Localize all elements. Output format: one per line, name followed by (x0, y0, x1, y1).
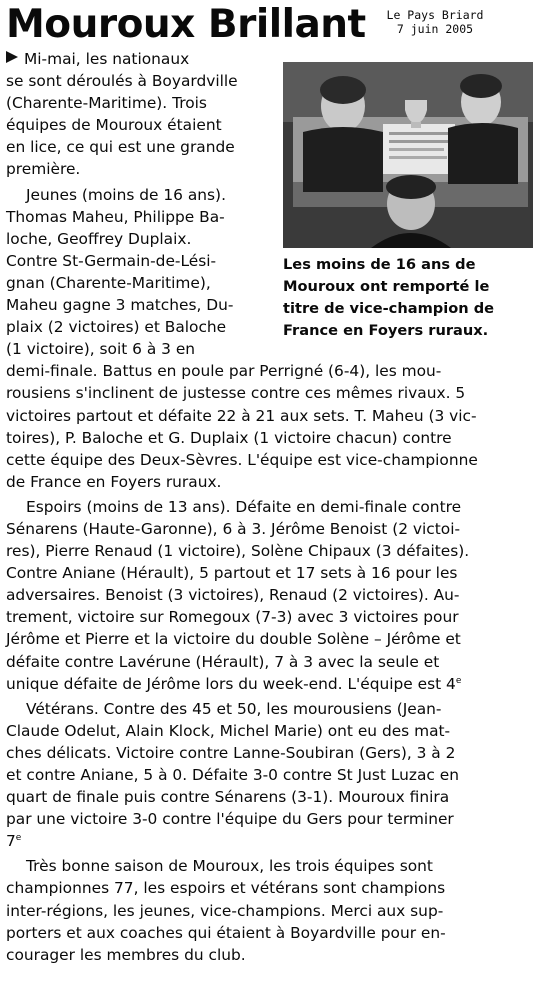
article-line: unique défaite de Jérôme lors du week-end. L'équipe est 4e (6, 674, 462, 693)
article-line: Très bonne saison de Mouroux, les trois équipes sont (26, 857, 433, 876)
article-line: en lice, ce qui est une grande (6, 138, 235, 157)
article-line: quart de finale puis contre Sénarens (3-1). Mouroux finira (6, 788, 450, 807)
article-line: équipes de Mouroux étaient (6, 116, 222, 135)
article-line: première. (6, 160, 81, 179)
article-title: Mouroux Brillant (6, 2, 366, 47)
article-line: cette équipe des Deux-Sèvres. L'équipe est vice-championne (6, 450, 478, 469)
article-line: par une victoire 3-0 contre l'équipe du Gers pour terminer (6, 810, 454, 829)
article-line: courager les membres du club. (6, 945, 246, 964)
article-line: Maheu gagne 3 matches, Du- (6, 296, 234, 315)
article-line: ches délicats. Victoire contre Lanne-Soubiran (Gers), 3 à 2 (6, 743, 456, 762)
caption-line: Les moins de 16 ans de (283, 256, 476, 273)
article-line: (Charente-Maritime). Trois (6, 94, 207, 113)
article-line: res), Pierre Renaud (1 victoire), Solène Chipaux (3 défaites). (6, 542, 470, 561)
article-line: loche, Geoffrey Duplaix. (6, 229, 192, 248)
article-line: Contre Aniane (Hérault), 5 partout et 17 sets à 16 pour les (6, 564, 458, 583)
article-line: trement, victoire sur Romegoux (7-3) avec 3 victoires pour (6, 608, 459, 627)
article-line: (1 victoire), soit 6 à 3 en (6, 340, 196, 359)
article-line: toires), P. Baloche et G. Duplaix (1 victoire chacun) contre (6, 428, 452, 447)
article-line: Jeunes (moins de 16 ans). (26, 185, 226, 204)
article-line: et contre Aniane, 5 à 0. Défaite 3-0 contre St Just Luzac en (6, 766, 459, 784)
article-line: de France en Foyers ruraux. (6, 472, 222, 491)
article-line: se sont déroulés à Boyardville (6, 72, 238, 91)
article-line: 7e (6, 832, 22, 851)
source-block (383, 8, 487, 36)
article-line: Jérôme et Pierre et la victoire du double Solène – Jérôme et (6, 630, 461, 649)
caption-line: France en Foyers ruraux. (283, 322, 489, 339)
article-line: victoires partout et défaite 22 à 21 aux sets. T. Maheu (3 vic- (6, 406, 477, 425)
article-line: gnan (Charente-Maritime), (6, 273, 211, 292)
caption-line: Mouroux ont remporté le (283, 278, 490, 295)
article-line: Contre St-Germain-de-Lési- (6, 251, 217, 270)
newspaper-name: Le Pays Briard (386, 8, 484, 22)
article-line: Vétérans. Contre des 45 et 50, les mourousiens (Jean- (26, 699, 442, 718)
article-line: Mi-mai, les nationaux (6, 48, 278, 70)
caption-line: titre de vice-champion de (283, 300, 495, 317)
article-line: plaix (2 victoires) et Baloche (6, 318, 227, 337)
article-line: porters et aux coaches qui étaient à Boyardville pour en- (6, 923, 446, 942)
article-line: défaite contre Lavérune (Hérault), 7 à 3 avec la seule et (6, 652, 440, 671)
bullet-triangle-icon (6, 51, 18, 63)
article-line: Sénarens (Haute-Garonne), 6 à 3. Jérôme Benoist (2 victoi- (6, 519, 461, 538)
article-line: rousiens s'inclinent de justesse contre ces mêmes rivaux. 5 (6, 384, 466, 403)
article-line: Thomas Maheu, Philippe Ba- (6, 207, 225, 226)
publication-date: 7 juin 2005 (396, 22, 474, 36)
article-line: Claude Odelut, Alain Klock, Michel Marie) ont eu des mat- (6, 721, 451, 740)
article-line: Espoirs (moins de 13 ans). Défaite en demi-finale contre (26, 497, 462, 516)
article-line: demi-finale. Battus en poule par Perrigné (6-4), les mou- (6, 362, 442, 381)
article-line: adversaires. Benoist (3 victoires), Renaud (2 victoires). Au- (6, 586, 460, 605)
article-body (6, 48, 534, 966)
article-line: inter-régions, les jeunes, vice-champions. Merci aux sup- (6, 901, 444, 920)
article-line: championnes 77, les espoirs et vétérans sont champions (6, 879, 446, 898)
